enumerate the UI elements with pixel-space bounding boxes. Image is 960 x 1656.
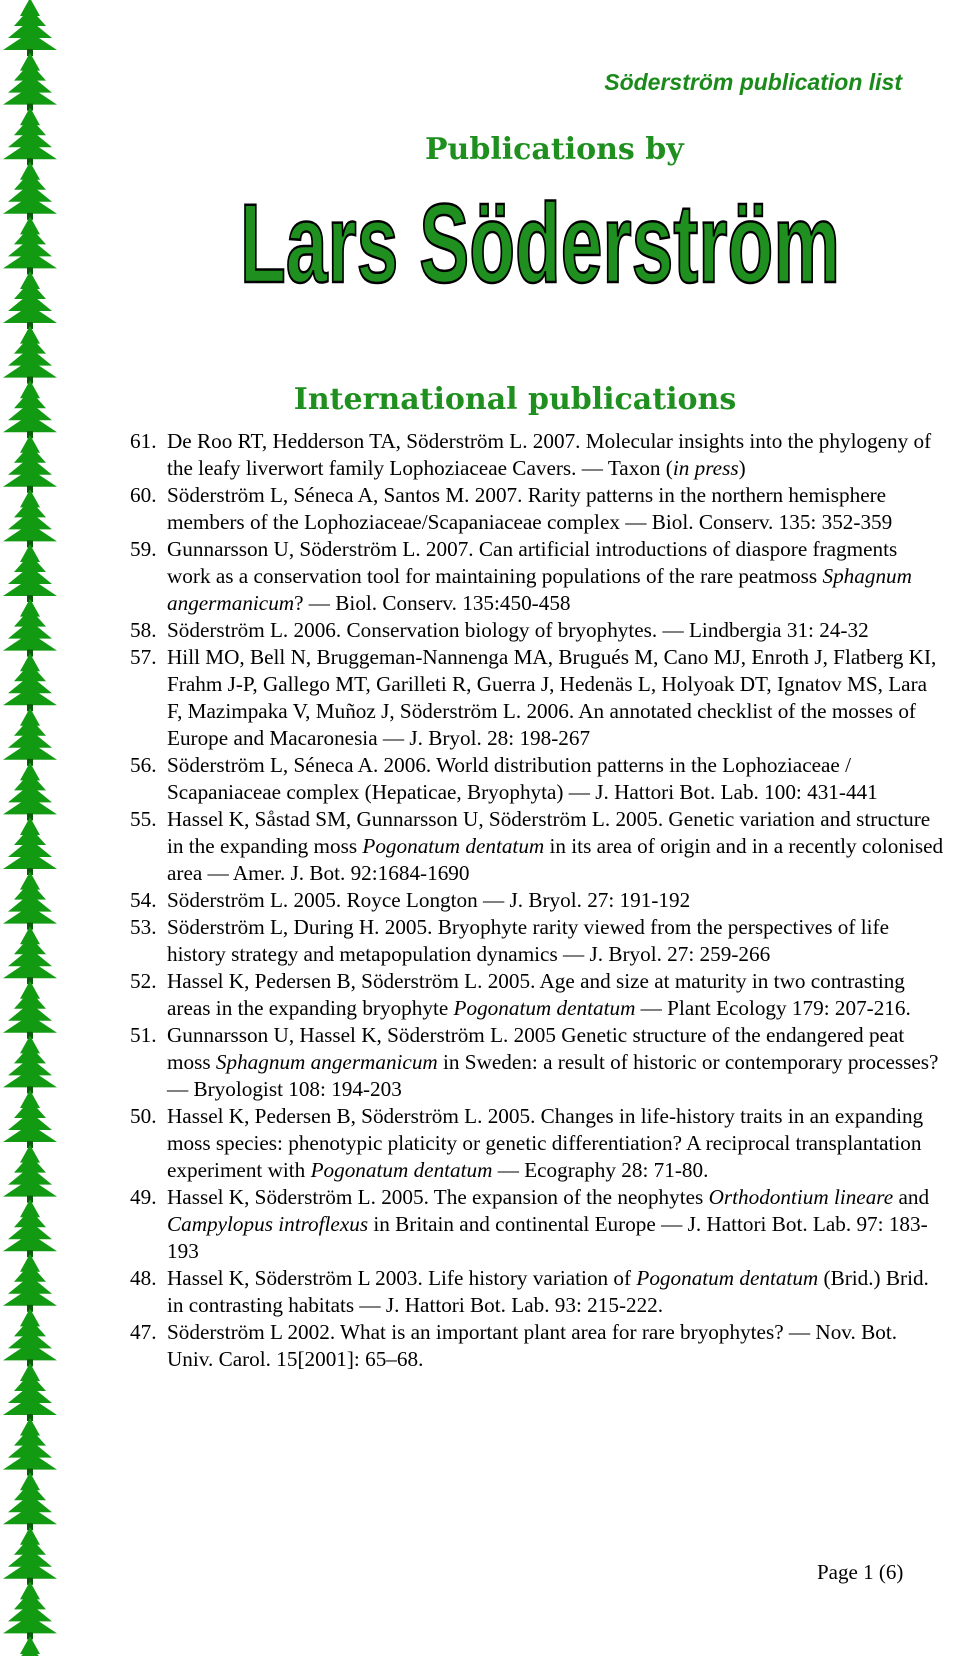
page-number: Page 1 (6) [817,1560,904,1584]
citation-text: Gunnarsson U, Hassel K, Söderström L. 2005 Genetic structure of the endangered peat moss [167,1023,905,1074]
citation-text: Hassel K, Pedersen B, Söderström L. 2005. Changes in life-history traits in an expanding moss species: phenotypic platicity or genetic differentiation? A reciprocal transplantation experiment with [167,1104,924,1182]
tree-icon [3,926,57,984]
citation-text: Söderström L. 2006. Conservation biology of bryophytes. — Lindbergia 31: 24-32 [167,618,869,642]
tree-icon [3,872,57,930]
tree-icon [3,0,57,56]
tree-icon [3,653,57,711]
tree-icon [3,708,57,766]
citation-text: Hassel K, Såstad SM, Gunnarsson U, Söderström L. 2005. Genetic variation and structure in the expanding moss [167,807,931,858]
species-name: Pogonatum dentatum [636,1266,819,1290]
publication-citation [167,536,945,617]
citation-text: Söderström L. 2005. Royce Longton — J. Bryol. 27: 191-192 [167,888,691,912]
citation-text: in Britain and continental Europe — J. Hattori Bot. Lab. 97: 183-193 [167,1212,928,1263]
running-header: Söderström publication list [604,69,902,95]
citation-text: Hassel K, Söderström L. 2005. The expansion of the neophytes [167,1185,709,1209]
publication-citation [167,617,945,644]
tree-icon [3,1090,57,1148]
publication-number: 56. [130,753,157,777]
citation-text: Söderström L, During H. 2005. Bryophyte rarity viewed from the perspectives of life history strategy and metapopulation dynamics — J. Bryol. 27: 259-266 [167,915,889,966]
publication-number: 59. [130,537,157,561]
publication-entry [130,806,945,887]
publication-citation [167,1103,945,1184]
publication-entry [130,1265,945,1319]
publication-number: 57. [130,645,157,669]
tree-icon [3,544,57,602]
tree-icon [3,53,57,111]
publication-citation [167,1022,945,1103]
tree-icon [3,1363,57,1421]
citation-text: Söderström L 2002. What is an important plant area for rare bryophytes? — Nov. Bot. Univ. Carol. 15[2001]: 65–68. [167,1320,898,1371]
section-heading: International publications [293,382,737,417]
species-name: Sphagnum angermanicum [215,1050,438,1074]
publication-citation [167,644,945,752]
publication-number: 58. [130,618,157,642]
publication-number: 54. [130,888,157,912]
publication-number: 48. [130,1266,157,1290]
publication-number: 53. [130,915,157,939]
publication-number: 55. [130,807,157,831]
species-name: in press [672,456,739,480]
tree-border-decoration [0,0,68,1656]
tree-icon [3,1145,57,1203]
publication-number: 50. [130,1104,157,1128]
publication-entry [130,1022,945,1103]
tree-icon [3,1581,57,1639]
publication-citation [167,1319,945,1373]
species-name: Orthodontium lineare [708,1185,894,1209]
publication-citation [167,806,945,887]
species-name: Pogonatum dentatum [310,1158,493,1182]
publication-citation [167,428,945,482]
publication-number: 61. [130,429,157,453]
publication-entry [130,1103,945,1184]
tree-icon [3,1527,57,1585]
publication-citation [167,968,945,1022]
citation-text: — Plant Ecology 179: 207-216. [635,996,911,1020]
tree-icon [3,489,57,547]
title-publications-by: Publications by [425,132,684,167]
publication-entry [130,536,945,617]
publication-entry [130,968,945,1022]
publication-citation [167,914,945,968]
tree-icon [3,817,57,875]
publication-entry [130,752,945,806]
tree-icon [3,1254,57,1312]
publication-number: 60. [130,483,157,507]
publication-citation [167,752,945,806]
citation-text: ) [738,456,746,480]
publication-citation [167,1265,945,1319]
species-name: Campylopus introflexus [167,1212,369,1236]
citation-text: Hassel K, Pedersen B, Söderström L. 2005. Age and size at maturity in two contrasting areas in the expanding bryophyte [167,969,905,1020]
publication-citation [167,887,945,914]
tree-icon [3,1035,57,1093]
publication-citation [167,1184,945,1265]
publication-entry [130,428,945,482]
species-name: Pogonatum dentatum [362,834,545,858]
tree-icon [3,1418,57,1476]
publication-entry [130,617,945,644]
tree-icon [3,216,57,274]
publication-entry [130,482,945,536]
tree-icon [3,981,57,1039]
citation-text: Söderström L, Séneca A, Santos M. 2007. Rarity patterns in the northern hemisphere members of the Lophoziaceae/Scapaniaceae complex — Biol. Conserv. 135: 352-359 [167,483,893,534]
publication-entry [130,887,945,914]
publication-number: 51. [130,1023,157,1047]
citation-text: in Sweden: a result of historic or contemporary processes? — Bryologist 108: 194-203 [167,1050,939,1101]
publication-number: 49. [130,1185,157,1209]
tree-icon [3,1636,57,1656]
citation-text: (Brid.) Brid. in contrasting habitats — J. Hattori Bot. Lab. 93: 215-222. [167,1266,929,1317]
tree-icon [3,1472,57,1530]
publication-number: 52. [130,969,157,993]
species-name: Sphagnum angermanicum [167,564,912,615]
species-name: Pogonatum dentatum [453,996,636,1020]
citation-text: Hill MO, Bell N, Bruggeman-Nannenga MA, Brugués M, Cano MJ, Enroth J, Flatberg KI, Frahm J-P, Gallego MT, Garilleti R, Guerra J, Hedenäs L, Holyoak DT, Ignatov MS, Lara F, Mazimpaka V, Muñoz J, Söderström L. 2006. An annotated checklist of the mosses of Europe and Macaronesia — J. Bryol. 28: 198-267 [167,645,937,750]
citation-text: — Ecography 28: 71-80. [492,1158,709,1182]
citation-text: Hassel K, Söderström L 2003. Life history variation of [167,1266,637,1290]
tree-icon [3,435,57,493]
citation-text: De Roo RT, Hedderson TA, Söderström L. 2007. Molecular insights into the phylogeny of the leafy liverwort family Lophoziaceae Cavers. — Taxon ( [167,429,932,480]
tree-icon [3,271,57,329]
author-name-text: Lars Söderström [240,185,840,300]
publication-entry [130,1184,945,1265]
citation-text: Söderström L, Séneca A. 2006. World distribution patterns in the Lophoziaceae / Scapaniaceae complex (Hepaticae, Bryophyta) — J. Hattori Bot. Lab. 100: 431-441 [167,753,878,804]
tree-icon [3,326,57,384]
tree-icon [3,107,57,165]
tree-icon [3,599,57,657]
publication-number: 47. [130,1320,157,1344]
publication-entry [130,644,945,752]
publication-entry [130,1319,945,1373]
author-name-title [210,185,870,300]
citation-text: Gunnarsson U, Söderström L. 2007. Can artificial introductions of diaspore fragments work as a conservation tool for maintaining populations of the rare peatmoss [167,537,898,588]
citation-text: and [893,1185,930,1209]
publication-list [130,428,945,1373]
tree-icon [3,1199,57,1257]
citation-text: in its area of origin and in a recently colonised area — Amer. J. Bot. 92:1684-1690 [167,834,944,885]
citation-text: ? — Biol. Conserv. 135:450-458 [294,591,571,615]
tree-icon [3,762,57,820]
tree-icon [3,1308,57,1366]
publication-entry [130,914,945,968]
publication-citation [167,482,945,536]
tree-icon [3,162,57,220]
